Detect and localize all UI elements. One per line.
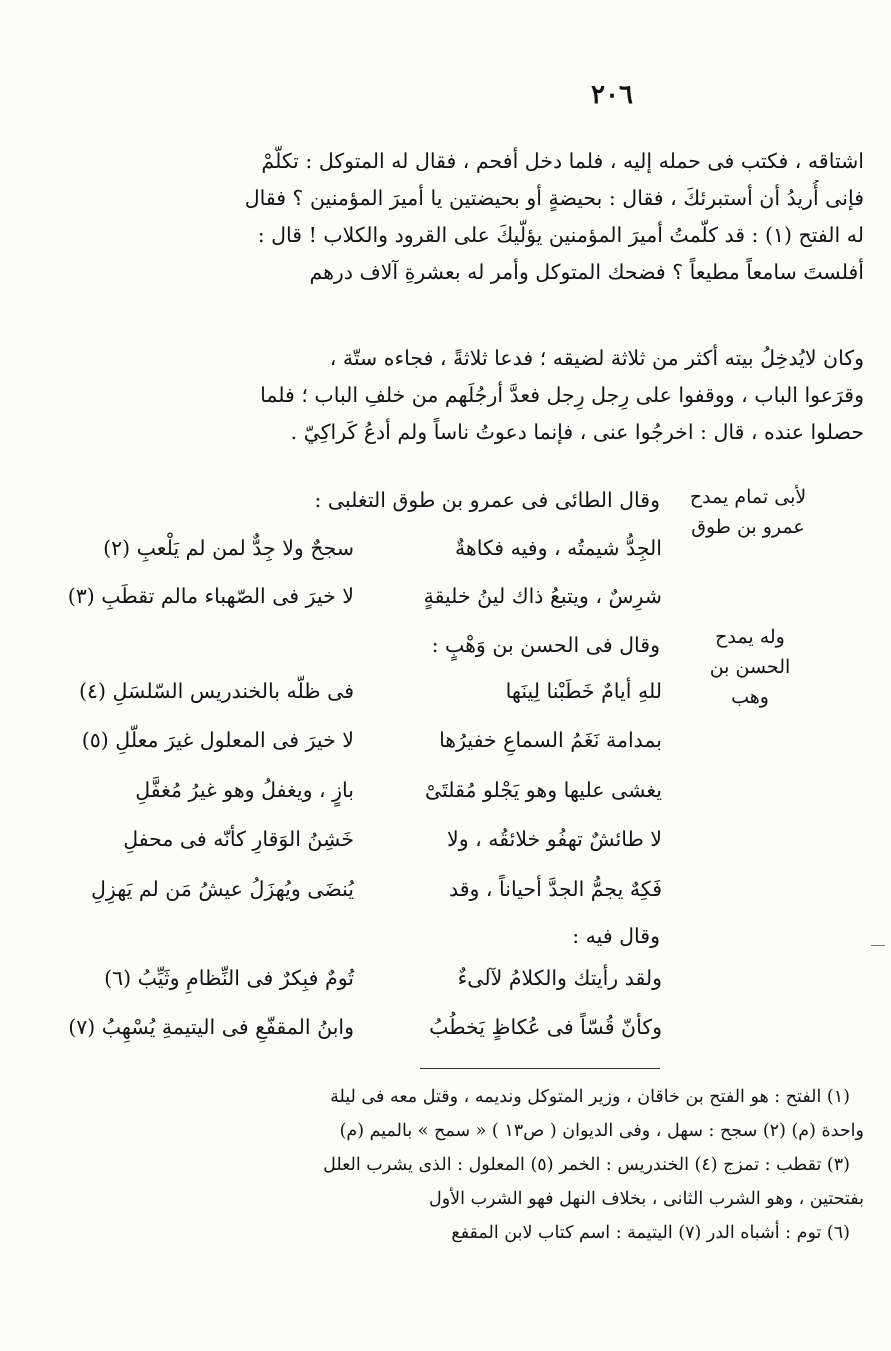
section-intro: وقال فيه : — [572, 924, 660, 948]
margin-note-hasan-ibn-wahb — [700, 622, 800, 712]
paragraph-line: فإنى أُريدُ أن أستبرئكَ ، فقال : بحيضةٍ أو بحيضتين يا أميرَ المؤمنين ؟ فقال — [244, 186, 864, 210]
verse-line — [60, 525, 670, 571]
second-hemistich: يُنضَى ويُهزَلُ عيشُ مَن لم يَهزِلِ — [91, 877, 354, 901]
footnote-line: (٦) توم : أشباه الدر (٧) اليتيمة : اسم كتاب لابن المقفع — [451, 1223, 850, 1243]
section-intro: وقال الطائى فى عمرو بن طوق التغلبى : — [314, 488, 660, 512]
verse-line — [60, 955, 670, 1001]
paragraph-anecdote-guests — [74, 340, 864, 451]
paragraph-line: له الفتح (١) : قد كلّمتُ أميرَ المؤمنين يؤلّيكَ على القرود والكلاب ! قال : — [257, 223, 864, 247]
margin-note-line: وهب — [731, 686, 769, 708]
verse-line — [60, 668, 670, 714]
first-hemistich: بمدامة نَغَمُ السماعِ خفيرُها — [439, 728, 662, 752]
first-hemistich: يغشى عليها وهو يَجْلو مُقلتَىْ — [425, 778, 662, 802]
verse-line — [60, 767, 670, 813]
verse-line — [60, 1004, 670, 1050]
footnote-divider — [420, 1068, 660, 1069]
second-hemistich: وابنُ المقفّعِ فى اليتيمةِ يُسْهِبُ (٧) — [68, 1015, 354, 1039]
paragraph-anecdote-mutawakkil — [74, 143, 864, 291]
section-intro: وقال فى الحسن بن وَهْبٍ : — [431, 633, 660, 657]
second-hemistich: لا خيرَ فى الصّهباء مالم تقطَبِ (٣) — [67, 584, 354, 608]
margin-note-abu-tammam — [688, 482, 808, 542]
paragraph-line: اشتاقه ، فكتب فى حمله إليه ، فلما دخل أفحم ، فقال له المتوكل : تكلّمْ — [261, 149, 864, 173]
margin-note-line: الحسن بن — [709, 656, 791, 678]
verse-line — [60, 573, 670, 619]
second-hemistich: سجحٌ ولا جِدٌّ لمن لم يَلْعبِ (٢) — [103, 536, 354, 560]
second-hemistich: لا خيرَ فى المعلول غيرَ معلّلِ (٥) — [81, 728, 354, 752]
second-hemistich: فى ظلّه بالخندريس السّلسَلِ (٤) — [78, 679, 354, 703]
margin-note-line: عمرو بن طوق — [691, 516, 805, 538]
second-hemistich: بازٍ ، ويغفلُ وهو غيرُ مُغفَّلِ — [135, 778, 354, 802]
first-hemistich: وكأنّ قُسّاً فى عُكاظٍ يَخطُبُ — [429, 1015, 662, 1039]
first-hemistich: للهِ أيامٌ خَطَبْنا لِينَها — [505, 679, 662, 703]
verse-line — [60, 866, 670, 912]
footnote-line: (١) الفتح : هو الفتح بن خاقان ، وزير المتوكل ونديمه ، وقتل معه فى ليلة — [330, 1087, 850, 1107]
page-number: ٢٠٦ — [591, 80, 633, 110]
first-hemistich: الجِدُّ شيمتُه ، وفيه فكاهةٌ — [454, 536, 662, 560]
second-hemistich: تُومٌ فبِكرٌ فى النِّظامِ وثَيِّبُ (٦) — [104, 966, 354, 990]
margin-note-line: لأبى تمام يمدح — [689, 486, 807, 508]
verse-line — [60, 816, 670, 862]
scan-artifact-mark — [871, 945, 885, 946]
second-hemistich: خَشِنُ الوَقارِ كأنّه فى محفلِ — [123, 827, 354, 851]
footnote-line: بفتحتين ، وهو الشرب الثانى ، بخلاف النهل فهو الشرب الأول — [429, 1189, 864, 1209]
margin-note-line: وله يمدح — [715, 626, 785, 648]
first-hemistich: ولقد رأيتك والكلامُ لآلىءٌ — [457, 966, 662, 990]
paragraph-line: أفلستَ سامعاً مطيعاً ؟ فضحك المتوكل وأمر له بعشرةِ آلاف درهم — [309, 260, 864, 284]
footnotes — [150, 1080, 864, 1250]
paragraph-line: حصلوا عنده ، قال : اخرجُوا عنى ، فإنما دعوتُ ناساً ولم أدعُ كَراكِيّ . — [290, 420, 864, 444]
paragraph-line: وقرَعوا الباب ، ووقفوا على رِجل رِجل فعدَّ أرجُلَهم من خلفِ الباب ؛ فلما — [260, 383, 864, 407]
paragraph-line: وكان لايُدخِلُ بيته أكثر من ثلاثة لضيقه ؛ فدعا ثلاثةً ، فجاءه ستّة ، — [329, 346, 864, 370]
first-hemistich: شرِسٌ ، ويتبعُ ذاك لينُ خليقةٍ — [423, 584, 662, 608]
first-hemistich: لا طائشٌ تهفُو خلائقُه ، ولا — [447, 827, 662, 851]
first-hemistich: فَكِهٌ يجمُّ الجدَّ أحياناً ، وقد — [448, 877, 662, 901]
footnote-line: (٣) تقطب : تمزج (٤) الخندريس : الخمر (٥) المعلول : الذى يشرب العلل — [323, 1155, 850, 1175]
verse-line — [60, 717, 670, 763]
footnote-line: واحدة (م) (٢) سجح : سهل ، وفى الديوان ( ص١٣ ) « سمح » بالميم (م) — [339, 1121, 864, 1141]
